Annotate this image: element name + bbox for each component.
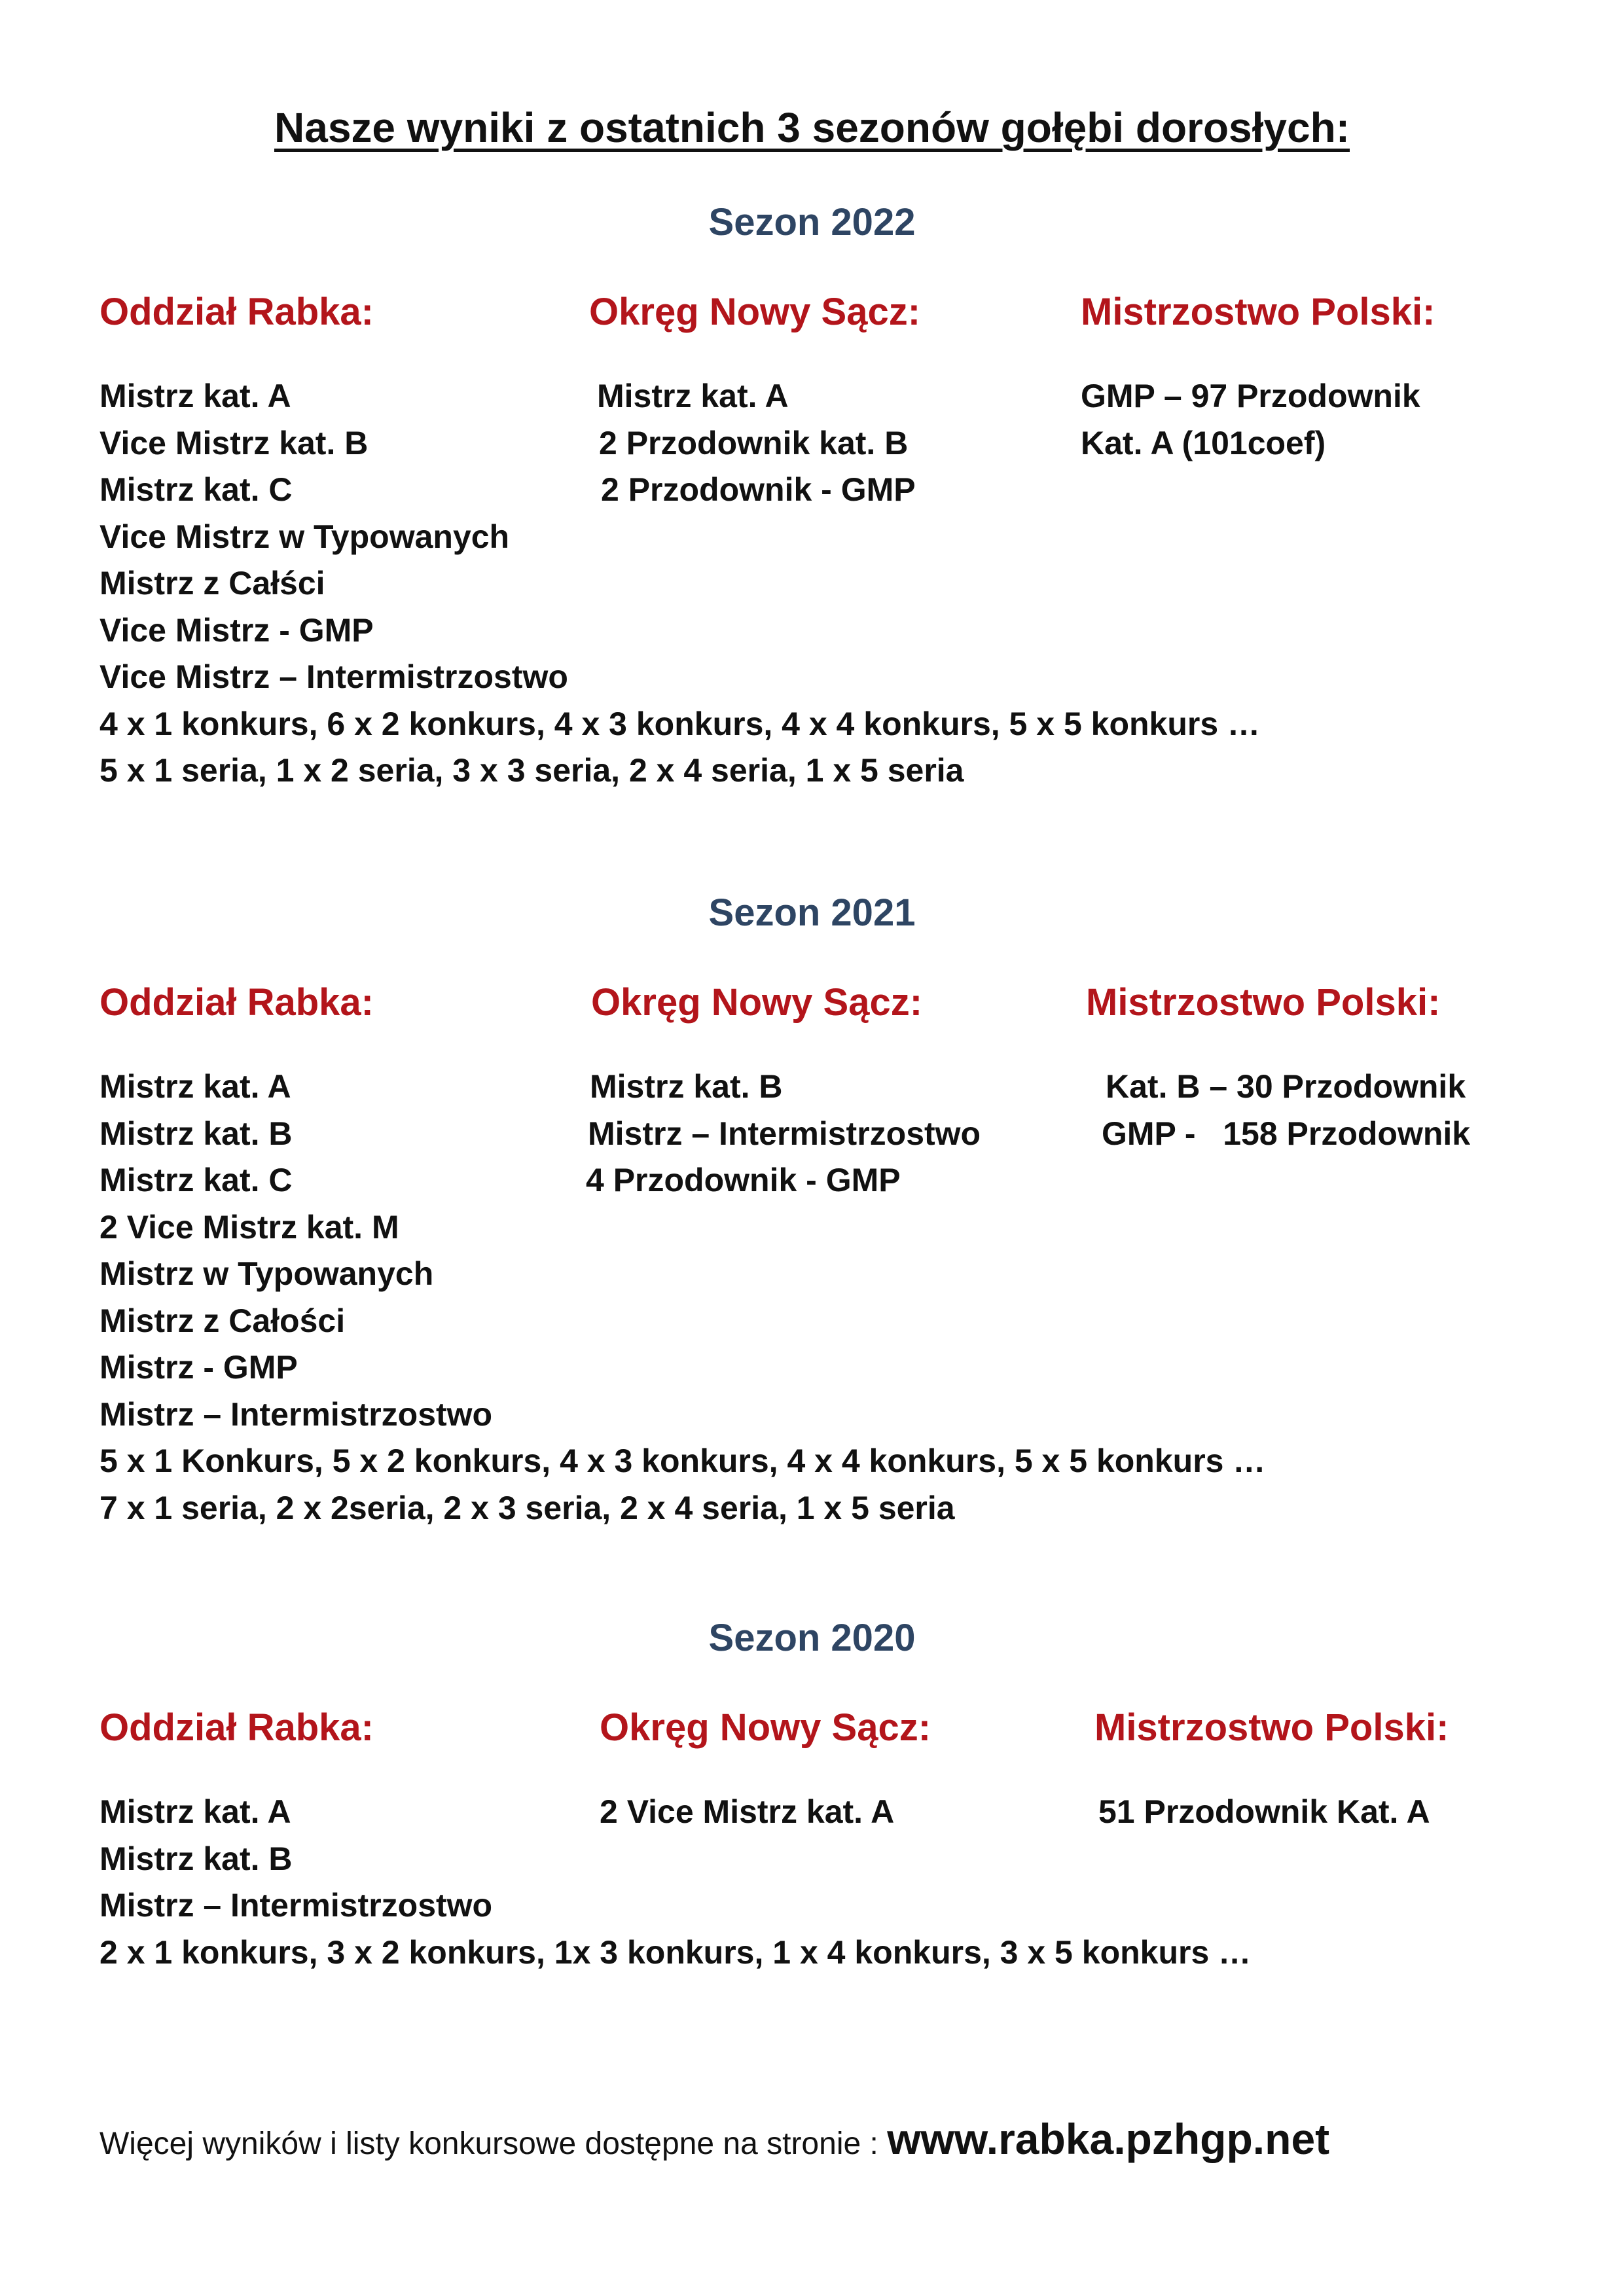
result-line: Mistrz kat. B bbox=[590, 1068, 783, 1105]
mistrzostwo-header: Mistrzostwo Polski: bbox=[1081, 291, 1435, 333]
season-title: Sezon 2022 bbox=[708, 201, 916, 243]
result-line: Mistrz kat. A bbox=[99, 1068, 291, 1105]
mistrzostwo-results bbox=[1102, 1064, 1470, 1157]
result-line: 7 x 1 seria, 2 x 2seria, 2 x 3 seria, 2 x 4 seria, 1 x 5 seria bbox=[99, 1489, 955, 1526]
page-title bbox=[0, 101, 1624, 154]
result-line: Mistrz – Intermistrzostwo bbox=[588, 1115, 981, 1152]
okreg-results bbox=[597, 373, 916, 514]
result-line: Mistrz w Typowanych bbox=[99, 1255, 434, 1292]
footer-text: Więcej wyników i listy konkursowe dostępne na stronie : bbox=[99, 2126, 888, 2161]
result-line: Mistrz – Intermistrzostwo bbox=[99, 1887, 493, 1924]
mistrzostwo-results bbox=[1081, 373, 1420, 467]
result-line: Mistrz kat. A bbox=[99, 378, 291, 414]
result-line: GMP – 97 Przodownik bbox=[1081, 378, 1420, 414]
season-title: Sezon 2020 bbox=[708, 1617, 916, 1659]
result-line: Mistrz kat. C bbox=[99, 471, 293, 508]
season-title: Sezon 2021 bbox=[708, 891, 916, 934]
result-line: Kat. A (101coef) bbox=[1081, 424, 1326, 461]
result-line: 2 x 1 konkurs, 3 x 2 konkurs, 1x 3 konkurs, 1 x 4 konkurs, 3 x 5 konkurs … bbox=[99, 1933, 1252, 1971]
result-line: Mistrz z Całści bbox=[99, 565, 325, 601]
oddzial-header: Oddział Rabka: bbox=[99, 1706, 374, 1749]
result-line: 2 Vice Mistrz kat. A bbox=[600, 1793, 895, 1830]
result-line: Mistrz z Całości bbox=[99, 1302, 346, 1339]
footer bbox=[99, 2113, 1329, 2178]
result-line: GMP - 158 Przodownik bbox=[1102, 1115, 1471, 1152]
result-line: Mistrz kat. C bbox=[99, 1162, 293, 1198]
result-line: Kat. B – 30 Przodownik bbox=[1106, 1068, 1466, 1105]
okreg-header: Okręg Nowy Sącz: bbox=[591, 981, 923, 1024]
result-line: 4 x 1 konkurs, 6 x 2 konkurs, 4 x 3 konkurs, 4 x 4 konkurs, 5 x 5 konkurs … bbox=[99, 705, 1261, 742]
result-line: Mistrz kat. A bbox=[597, 378, 789, 414]
result-line: Vice Mistrz – Intermistrzostwo bbox=[99, 658, 568, 695]
result-line: Vice Mistrz kat. B bbox=[99, 424, 369, 461]
result-line: Mistrz kat. A bbox=[99, 1793, 291, 1830]
result-line: 2 Przodownik kat. B bbox=[599, 424, 909, 461]
result-line: 5 x 1 seria, 1 x 2 seria, 3 x 3 seria, 2 x 4 seria, 1 x 5 seria bbox=[99, 752, 964, 789]
result-line: 4 Przodownik - GMP bbox=[586, 1162, 901, 1198]
okreg-results bbox=[600, 1789, 894, 1836]
okreg-results bbox=[586, 1064, 981, 1204]
website-link[interactable]: www.rabka.pzhgp.net bbox=[887, 2115, 1330, 2163]
oddzial-header: Oddział Rabka: bbox=[99, 291, 374, 333]
okreg-header: Okręg Nowy Sącz: bbox=[600, 1706, 931, 1749]
page-title-text: Nasze wyniki z ostatnich 3 sezonów gołębi dorosłych: bbox=[274, 104, 1350, 151]
result-line: Vice Mistrz - GMP bbox=[99, 611, 374, 649]
mistrzostwo-header: Mistrzostwo Polski: bbox=[1086, 981, 1441, 1024]
result-line: 51 Przodownik Kat. A bbox=[1098, 1793, 1430, 1830]
result-line: Mistrz - GMP bbox=[99, 1349, 298, 1386]
mistrzostwo-results bbox=[1098, 1789, 1430, 1836]
result-line: Mistrz – Intermistrzostwo bbox=[99, 1395, 493, 1433]
result-line: 2 Vice Mistrz kat. M bbox=[99, 1208, 399, 1246]
result-line: Mistrz kat. B bbox=[99, 1115, 293, 1152]
mistrzostwo-header: Mistrzostwo Polski: bbox=[1094, 1706, 1449, 1749]
result-line: Vice Mistrz w Typowanych bbox=[99, 518, 510, 555]
result-line: Mistrz kat. B bbox=[99, 1840, 293, 1877]
okreg-header: Okręg Nowy Sącz: bbox=[589, 291, 921, 333]
oddzial-header: Oddział Rabka: bbox=[99, 981, 374, 1024]
result-line: 2 Przodownik - GMP bbox=[601, 471, 916, 508]
result-line: 5 x 1 Konkurs, 5 x 2 konkurs, 4 x 3 konkurs, 4 x 4 konkurs, 5 x 5 konkurs … bbox=[99, 1443, 1266, 1479]
